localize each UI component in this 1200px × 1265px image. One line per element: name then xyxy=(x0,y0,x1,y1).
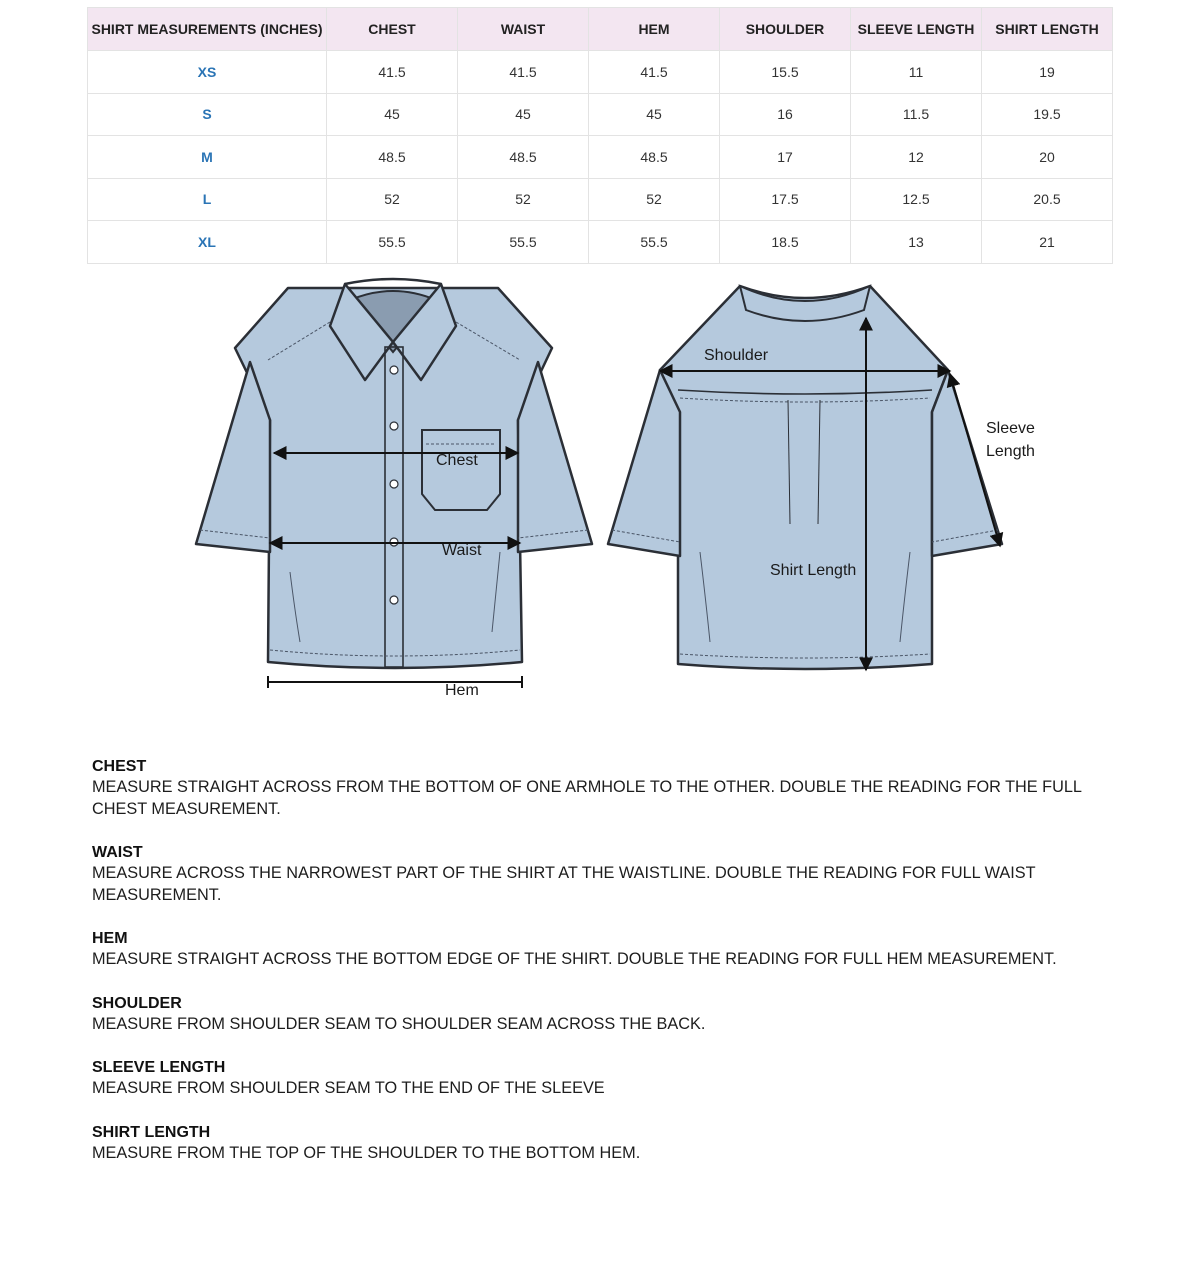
size-label: M xyxy=(88,136,327,179)
size-chart-table xyxy=(87,7,1113,264)
table-cell: 45 xyxy=(458,93,589,136)
table-cell: 16 xyxy=(720,93,851,136)
table-cell: 13 xyxy=(851,221,982,264)
table-cell: 52 xyxy=(327,178,458,221)
shirt-illustration xyxy=(180,252,1020,712)
guide-description: MEASURE FROM SHOULDER SEAM TO THE END OF THE SLEEVE xyxy=(92,1079,605,1097)
table-cell: 19 xyxy=(982,51,1113,94)
guide-term: CHEST xyxy=(92,758,147,775)
guide-description: MEASURE STRAIGHT ACROSS FROM THE BOTTOM OF ONE ARMHOLE TO THE OTHER. DOUBLE THE READING FOR THE FULL CHEST MEASUREMENT. xyxy=(92,778,1082,818)
header-sleeve-length: SLEEVE LENGTH xyxy=(851,8,982,51)
hem-label: Hem xyxy=(445,682,479,699)
guide-item-sleeve-length xyxy=(92,1057,1132,1100)
table-cell: 20 xyxy=(982,136,1113,179)
table-cell: 55.5 xyxy=(327,221,458,264)
table-cell: 48.5 xyxy=(327,136,458,179)
table-cell: 11 xyxy=(851,51,982,94)
table-cell: 20.5 xyxy=(982,178,1113,221)
table-header-row xyxy=(88,8,1113,51)
guide-item-hem xyxy=(92,928,1132,971)
header-hem: HEM xyxy=(589,8,720,51)
guide-item-waist xyxy=(92,842,1132,906)
shirt-length-label: Shirt Length xyxy=(770,562,857,579)
table-cell: 55.5 xyxy=(458,221,589,264)
size-label: XL xyxy=(88,221,327,264)
header-chest: CHEST xyxy=(327,8,458,51)
table-cell: 21 xyxy=(982,221,1113,264)
guide-term: SHOULDER xyxy=(92,994,182,1012)
header-shoulder: SHOULDER xyxy=(720,8,851,51)
guide-term: WAIST xyxy=(92,844,143,861)
table-cell: 48.5 xyxy=(458,136,589,179)
table-cell: 41.5 xyxy=(327,51,458,94)
measurement-guide xyxy=(92,756,1132,1186)
guide-description: MEASURE STRAIGHT ACROSS THE BOTTOM EDGE OF THE SHIRT. DOUBLE THE READING FOR FULL HEM MEASUREMENT. xyxy=(92,950,1057,968)
shoulder-label: Shoulder xyxy=(704,347,769,364)
table-cell: 55.5 xyxy=(589,221,720,264)
front-shirt-icon xyxy=(196,279,592,668)
table-row-m xyxy=(88,136,1113,179)
waist-label: Waist xyxy=(442,542,482,559)
table-cell: 18.5 xyxy=(720,221,851,264)
table-cell: 19.5 xyxy=(982,93,1113,136)
header-shirt-length: SHIRT LENGTH xyxy=(982,8,1113,51)
table-cell: 48.5 xyxy=(589,136,720,179)
guide-item-chest xyxy=(92,756,1132,820)
table-row-s xyxy=(88,93,1113,136)
size-label: XS xyxy=(88,51,327,94)
guide-item-shirt-length xyxy=(92,1122,1132,1165)
table-cell: 17.5 xyxy=(720,178,851,221)
table-cell: 41.5 xyxy=(589,51,720,94)
header-waist: WAIST xyxy=(458,8,589,51)
table-cell: 45 xyxy=(589,93,720,136)
table-cell: 15.5 xyxy=(720,51,851,94)
chest-label: Chest xyxy=(436,452,478,469)
guide-item-shoulder xyxy=(92,993,1132,1036)
table-row-l xyxy=(88,178,1113,221)
table-cell: 12.5 xyxy=(851,178,982,221)
table-cell: 11.5 xyxy=(851,93,982,136)
back-shirt-icon xyxy=(608,286,1002,669)
guide-term: HEM xyxy=(92,930,128,947)
size-label: S xyxy=(88,93,327,136)
hem-measure-icon xyxy=(268,676,522,688)
guide-description: MEASURE FROM THE TOP OF THE SHOULDER TO THE BOTTOM HEM. xyxy=(92,1143,641,1162)
table-cell: 41.5 xyxy=(458,51,589,94)
guide-description: MEASURE ACROSS THE NARROWEST PART OF THE SHIRT AT THE WAISTLINE. DOUBLE THE READING FOR FULL WAIST MEASUREMENT. xyxy=(92,864,1036,904)
table-cell: 52 xyxy=(458,178,589,221)
table-cell: 45 xyxy=(327,93,458,136)
guide-term: SLEEVE LENGTH xyxy=(92,1059,226,1076)
table-cell: 12 xyxy=(851,136,982,179)
sleeve-length-label-line2: Length xyxy=(986,443,1035,460)
guide-term: SHIRT LENGTH xyxy=(92,1123,211,1141)
header-measurements: SHIRT MEASUREMENTS (INCHES) xyxy=(88,8,327,51)
table-cell: 17 xyxy=(720,136,851,179)
table-row-xs xyxy=(88,51,1113,94)
table-cell: 52 xyxy=(589,178,720,221)
size-label: L xyxy=(88,178,327,221)
shirt-measurement-diagram xyxy=(180,252,1035,712)
guide-description: MEASURE FROM SHOULDER SEAM TO SHOULDER SEAM ACROSS THE BACK. xyxy=(92,1014,706,1033)
sleeve-length-label-line1: Sleeve xyxy=(986,420,1035,437)
